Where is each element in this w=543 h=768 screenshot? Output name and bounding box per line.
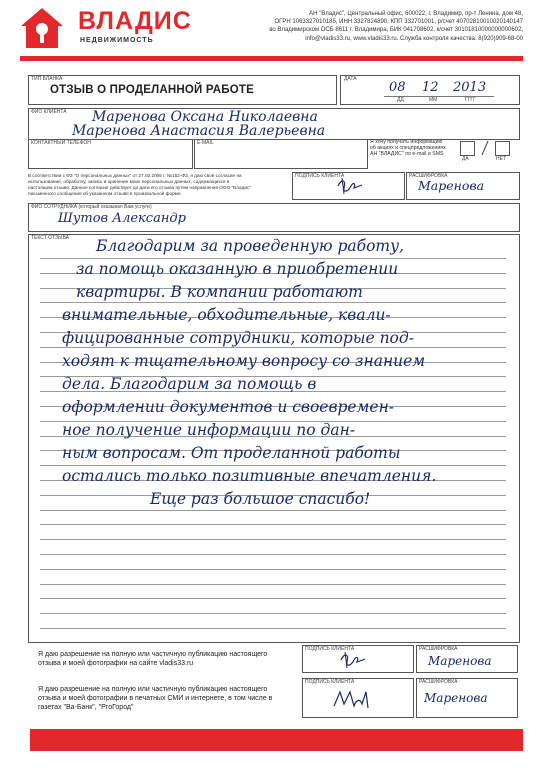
review-ruled-line (40, 302, 506, 303)
email-label: E-MAIL (197, 140, 214, 146)
review-line: ным вопросам. От проделанной работы (62, 444, 401, 462)
permission2-decode-value: Маренова (424, 691, 488, 705)
permission2-sign-label: ПОДПИСЬ КЛИЕНТА (305, 679, 355, 685)
review-ruled-line (40, 554, 506, 555)
date-label: ДАТА (344, 76, 357, 82)
no-label: НЕТ (496, 156, 506, 162)
permission-line: газетах "Ва-Банк", "РгоГород" (38, 704, 134, 711)
subscribe-line: Я хочу получать информацию (370, 139, 443, 145)
bottom-red-bar (30, 729, 523, 751)
permission2-decode-label: РАСШИФРОВКА (419, 679, 458, 685)
review-ruled-line (40, 524, 506, 525)
permission1-decode-value: Маренова (428, 654, 492, 668)
company-info-line: ОГРН 1063327010185, ИНН 3327824890, КПП 332701001, р/счет 40702810010020140147 (274, 19, 523, 26)
review-ruled-line (40, 539, 506, 540)
permission1-decode-label: РАСШИФРОВКА (419, 646, 458, 652)
house-logo-icon (20, 6, 64, 50)
permission-line: отзыва и моей фотографии в печатных СМИ и интернете, в том числе в (38, 695, 273, 702)
form-type-label: ТИП БЛАНКА (31, 76, 63, 82)
brand-name: ВЛАДИС (78, 7, 192, 35)
company-info-line: во Владимирском ОСБ 8611 г. Владимира, БИК 041708602, к/счет 30101810000000000602, (269, 27, 523, 34)
review-line: ное получение информации по дан- (62, 421, 356, 439)
decode-label: РАСШИФРОВКА (409, 173, 448, 179)
company-info (223, 10, 523, 43)
review-ruled-line (40, 569, 506, 570)
subscribe-line: АН "ВЛАДИС" по e-mail и SMS (370, 151, 444, 157)
client-name-line2: Маренова Анастасия Валерьевна (72, 123, 326, 139)
subscribe-text (370, 139, 456, 157)
form-title: ОТЗЫВ О ПРОДЕЛАННОЙ РАБОТЕ (50, 84, 254, 96)
review-line: Еще раз большое спасибо! (150, 490, 371, 508)
review-line: ходят к тщательному вопросу со знанием (62, 352, 426, 370)
review-line: остались только позитивные впечатления. (62, 467, 437, 485)
client-signature-mark (332, 176, 372, 196)
consent-line: В соответствии с ФЗ "О персональных данных" от 27.02.2006 г. №152-ФЗ, я даю своё согласие на (28, 173, 242, 178)
review-line: Благодарим за проведенную работу, (96, 237, 405, 255)
review-ruled-line (40, 628, 506, 629)
yes-label: ДА (462, 156, 469, 162)
review-ruled-line (40, 584, 506, 585)
consent-line: использование, обработку, запись и хранение моих персональных данных, содержащихся в (28, 179, 230, 184)
review-line: оформлении документов и своевремен- (62, 398, 395, 416)
review-line: квартиры. В компании работают (76, 283, 363, 301)
review-ruled-line (40, 258, 506, 259)
employee-value: Шутов Александр (58, 211, 186, 226)
client-name-label: ФИО КЛИЕНТА (31, 109, 67, 115)
checkbox-divider (480, 140, 490, 156)
date-dd-label: ДД (397, 97, 404, 103)
review-ruled-line (40, 613, 506, 614)
review-line: фицированные сотрудники, которые под- (62, 329, 414, 347)
subscribe-yes-checkbox[interactable] (460, 141, 475, 156)
review-ruled-line (40, 510, 506, 511)
client-name-line1: Маренова Оксана Николаевна (92, 109, 318, 125)
employee-label: ФИО СОТРУДНИКА (который оказывал Вам услуги) (31, 204, 152, 210)
review-line: за помощь оказанную в приобретении (76, 260, 399, 278)
top-red-bar (20, 56, 523, 61)
consent-text (28, 173, 290, 197)
email-box (194, 139, 368, 169)
decode-value: Маренова (418, 178, 485, 193)
permission1-signature-mark (335, 650, 375, 670)
review-line: внимательные, обходительные, квали- (62, 306, 391, 324)
date-mm-label: ММ (429, 97, 438, 103)
date-year-value: 2013 (453, 80, 487, 95)
company-info-line: АН "Владис", Центральный офис, 600022, г. Владимир, пр-т Ленина, дом 48, (309, 11, 523, 17)
consent-line: письменного сообщения об указанном отзыве в произвольной форме. (28, 191, 182, 196)
subscribe-line: об акциях и спецпредложениях (370, 145, 446, 151)
permission-line: отзыва и моей фотографии на сайте vladis33.ru (38, 660, 194, 667)
review-label: ТЕКСТ ОТЗЫВА (31, 235, 69, 241)
subscribe-no-checkbox[interactable] (495, 141, 510, 156)
date-yyyy-label: ГГГГ (465, 97, 476, 103)
permission1-sign-label: ПОДПИСЬ КЛИЕНТА (305, 646, 355, 652)
review-ruled-line (40, 598, 506, 599)
permission2-signature-mark (330, 686, 374, 712)
date-month-value: 12 (422, 80, 439, 95)
company-info-line: info@vladis33.ru, www.vladis33.ru. Служба контроля качества: 8(920)909-68-00 (305, 35, 523, 42)
permission-print (38, 685, 272, 712)
date-day-value: 08 (389, 80, 406, 95)
client-signature-label: ПОДПИСЬ КЛИЕНТА (295, 173, 345, 179)
phone-label: КОНТАКТНЫЙ ТЕЛЕФОН (31, 140, 91, 146)
permission-line: Я даю разрешение на полную или частичную публикацию настоящего (38, 651, 268, 658)
review-line: дела. Благодарим за помощь в (62, 375, 317, 393)
permission-website (38, 650, 267, 668)
permission-line: Я даю разрешение на полную или частичную публикацию настоящего (38, 686, 268, 693)
brand-subtitle: НЕДВИЖИМОСТЬ (80, 37, 154, 44)
consent-line: настоящем отзыве. Данное согласие действует до дати его отзыва путем направления ООО "Владис" (28, 185, 252, 190)
